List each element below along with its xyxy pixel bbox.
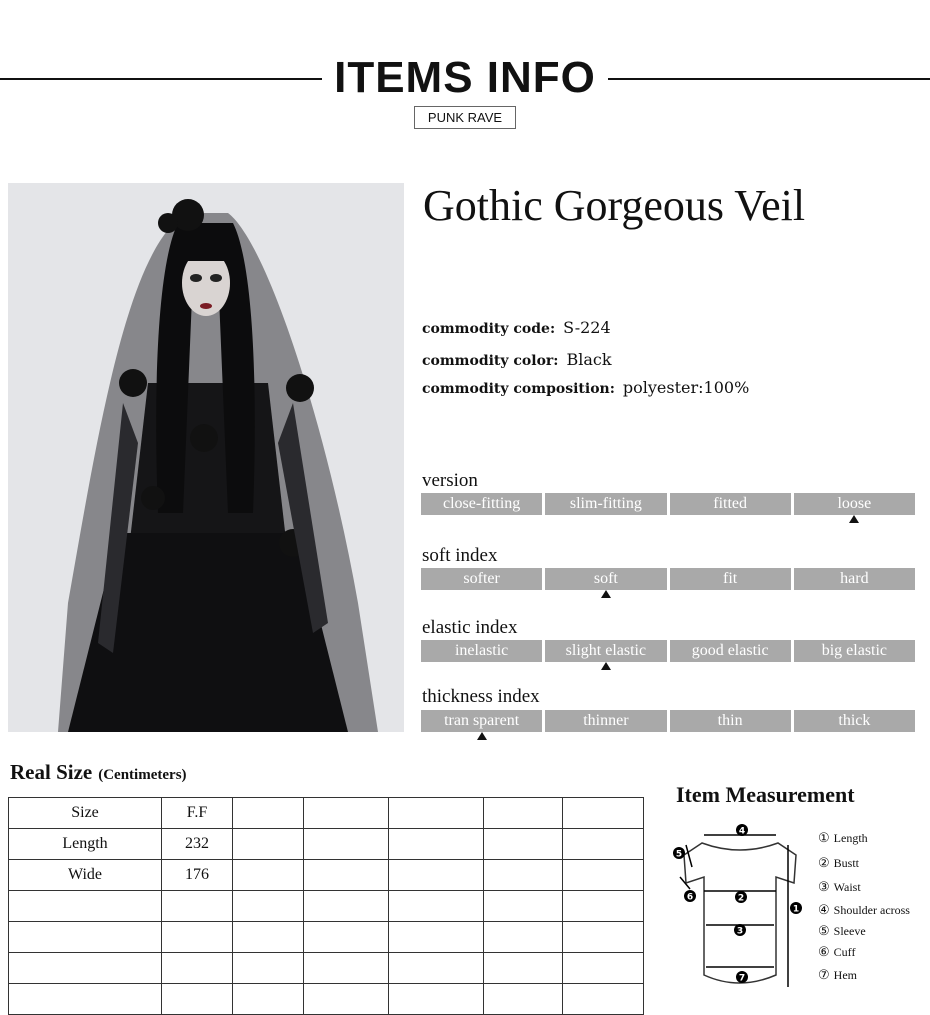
- legend-number: ⑦: [818, 967, 830, 982]
- table-cell: [563, 829, 644, 860]
- legend-number: ②: [818, 855, 830, 870]
- soft-index-option: soft: [545, 568, 666, 590]
- table-cell: [484, 829, 563, 860]
- table-cell: [304, 860, 389, 891]
- table-cell: [304, 953, 389, 984]
- table-cell: [484, 953, 563, 984]
- table-cell: Wide: [9, 860, 162, 891]
- table-cell: [484, 984, 563, 1015]
- diagram-number: 1: [792, 904, 800, 915]
- diagram-number: 5: [675, 849, 683, 860]
- commodity-composition-value: polyester:100%: [622, 378, 750, 397]
- thickness-index-title: thickness index: [422, 686, 540, 707]
- elastic-index-option: big elastic: [794, 640, 915, 662]
- version-option: slim-fitting: [545, 493, 666, 515]
- real-size-unit: (Centimeters): [98, 767, 187, 783]
- thickness-index-selected-marker: [477, 732, 487, 740]
- product-photo: [8, 183, 404, 732]
- table-cell: [389, 953, 484, 984]
- table-cell: F.F: [162, 798, 233, 829]
- table-cell: [9, 984, 162, 1015]
- table-cell: [563, 860, 644, 891]
- elastic-index-option: inelastic: [421, 640, 542, 662]
- legend-number: ①: [818, 830, 830, 845]
- table-cell: [233, 922, 304, 953]
- legend-item: [818, 967, 857, 983]
- table-cell: [9, 953, 162, 984]
- table-cell: [563, 922, 644, 953]
- legend-item: [818, 944, 855, 960]
- table-cell: [563, 953, 644, 984]
- table-cell: [233, 860, 304, 891]
- soft-index-option: fit: [670, 568, 791, 590]
- measurement-diagram: [664, 815, 814, 1000]
- table-cell: [304, 891, 389, 922]
- diagram-number: 4: [738, 826, 746, 837]
- legend-label: Sleeve: [833, 924, 866, 938]
- table-cell: [9, 922, 162, 953]
- table-row: [9, 829, 644, 860]
- diagram-number: 6: [686, 892, 694, 903]
- table-cell: [563, 984, 644, 1015]
- legend-item: [818, 830, 868, 846]
- table-cell: [389, 798, 484, 829]
- thickness-index-option: tran sparent: [421, 710, 542, 732]
- table-row: [9, 860, 644, 891]
- diagram-number: 2: [737, 893, 745, 904]
- real-size-heading: Real Size: [10, 760, 93, 784]
- legend-item: [818, 855, 859, 871]
- table-cell: [162, 984, 233, 1015]
- table-row: [9, 922, 644, 953]
- table-cell: [389, 984, 484, 1015]
- version-option: close-fitting: [421, 493, 542, 515]
- table-row: [9, 953, 644, 984]
- legend-number: ⑥: [818, 944, 830, 959]
- table-row: [9, 984, 644, 1015]
- elastic-index-option: good elastic: [670, 640, 791, 662]
- legend-label: Bustt: [833, 856, 859, 870]
- table-cell: [484, 798, 563, 829]
- commodity-code-value: S-224: [563, 318, 611, 337]
- item-measurement-title: Item Measurement: [676, 782, 855, 807]
- elastic-index-option: slight elastic: [545, 640, 666, 662]
- page-title: ITEMS INFO: [334, 53, 596, 102]
- table-cell: 176: [162, 860, 233, 891]
- table-cell: [233, 984, 304, 1015]
- elastic-index-title: elastic index: [422, 617, 518, 638]
- legend-number: ⑤: [818, 923, 830, 938]
- table-cell: [389, 860, 484, 891]
- table-cell: [563, 891, 644, 922]
- diagram-number: 3: [736, 926, 744, 937]
- size-table: [8, 797, 644, 1015]
- elastic-index-bar: [421, 640, 915, 662]
- commodity-composition: [422, 378, 749, 399]
- commodity-color-label: commodity color:: [422, 353, 559, 369]
- version-option: loose: [794, 493, 915, 515]
- soft-index-option: softer: [421, 568, 542, 590]
- table-cell: [304, 798, 389, 829]
- table-cell: [304, 922, 389, 953]
- thickness-index-option: thinner: [545, 710, 666, 732]
- real-size-title: [10, 760, 187, 785]
- elastic-index-selected-marker: [601, 662, 611, 670]
- legend-number: ④: [818, 902, 830, 917]
- version-option: fitted: [670, 493, 791, 515]
- table-cell: [233, 829, 304, 860]
- soft-index-bar: [421, 568, 915, 590]
- table-cell: [233, 891, 304, 922]
- table-cell: [233, 953, 304, 984]
- table-cell: [162, 953, 233, 984]
- table-cell: [389, 891, 484, 922]
- table-cell: [162, 922, 233, 953]
- version-bar: [421, 493, 915, 515]
- legend-label: Shoulder across: [833, 903, 910, 917]
- brand-badge: PUNK RAVE: [414, 106, 516, 129]
- table-cell: [484, 922, 563, 953]
- table-cell: Size: [9, 798, 162, 829]
- version-selected-marker: [849, 515, 859, 523]
- table-cell: Length: [9, 829, 162, 860]
- commodity-code: [422, 318, 611, 339]
- legend-number: ③: [818, 879, 830, 894]
- diagram-number: 7: [738, 973, 746, 984]
- version-title: version: [422, 470, 478, 491]
- table-row: [9, 891, 644, 922]
- legend-item: [818, 879, 861, 895]
- table-cell: [304, 984, 389, 1015]
- table-row: [9, 798, 644, 829]
- commodity-color-value: Black: [566, 350, 612, 369]
- commodity-code-label: commodity code:: [422, 321, 556, 337]
- legend-label: Length: [833, 831, 868, 845]
- table-cell: [389, 829, 484, 860]
- legend-label: Hem: [833, 968, 857, 982]
- commodity-color: [422, 350, 612, 371]
- legend-label: Cuff: [833, 945, 856, 959]
- table-cell: [233, 798, 304, 829]
- table-cell: [304, 829, 389, 860]
- table-cell: [162, 891, 233, 922]
- thickness-index-bar: [421, 710, 915, 732]
- table-cell: 232: [162, 829, 233, 860]
- legend-item: [818, 902, 910, 918]
- table-cell: [484, 860, 563, 891]
- table-cell: [563, 798, 644, 829]
- soft-index-option: hard: [794, 568, 915, 590]
- table-cell: [389, 922, 484, 953]
- commodity-composition-label: commodity composition:: [422, 381, 615, 397]
- legend-label: Waist: [833, 880, 861, 894]
- product-title: Gothic Gorgeous Veil: [423, 181, 806, 230]
- table-cell: [484, 891, 563, 922]
- soft-index-selected-marker: [601, 590, 611, 598]
- legend-item: [818, 923, 866, 939]
- table-cell: [9, 891, 162, 922]
- thickness-index-option: thick: [794, 710, 915, 732]
- thickness-index-option: thin: [670, 710, 791, 732]
- soft-index-title: soft index: [422, 545, 498, 566]
